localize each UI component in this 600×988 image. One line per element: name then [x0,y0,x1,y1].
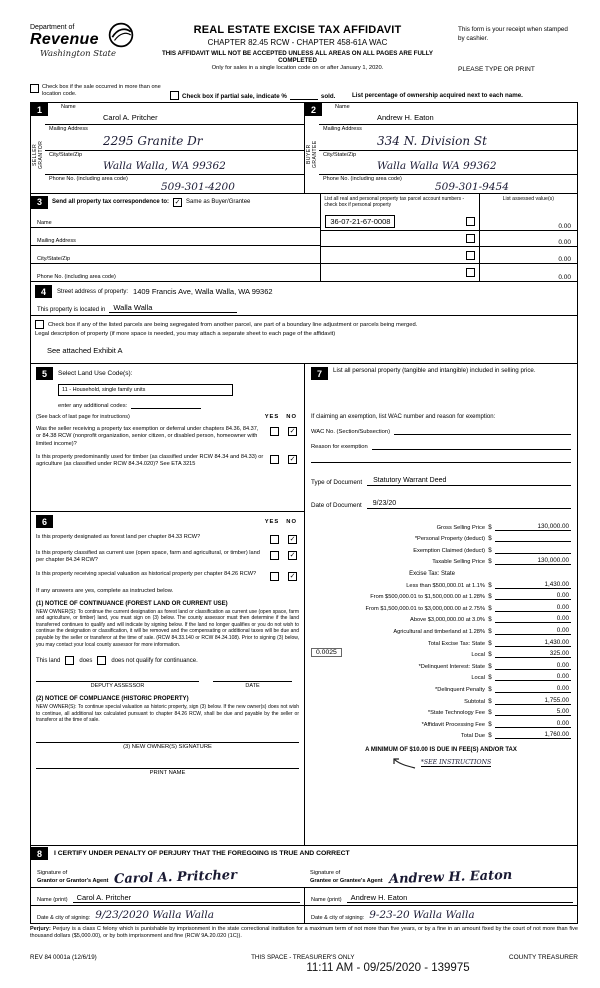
multi-location-label: Check box if the sale occurred in more than one location code. [42,84,161,98]
scan-timestamp: 11:11 AM - 09/25/2020 - 139975 [306,962,470,974]
type-of-document-label: Type of Document [311,479,363,486]
dollar-sign: $ [488,697,492,705]
buyer-city-value[interactable]: Walla Walla WA 99362 [377,160,497,172]
grantor-signature[interactable]: Carol A. Pritcher [114,867,238,888]
land-use-code-field[interactable] [58,384,233,396]
tax-computation-table [311,519,571,739]
partial-sale-checkbox[interactable] [170,91,179,100]
street-address-label: Street address of property: [57,288,129,295]
s6-question-3 [36,571,299,581]
buyer-phone-label: Phone No. (including area code) [323,176,402,182]
department-of-label: Department of [30,24,75,31]
local-tax-value[interactable]: 325.00 [495,650,571,658]
parties-row [30,102,578,194]
parcel-number-value[interactable]: 36-07-21-67-0008 [325,215,395,228]
additional-codes-label: enter any additional codes: [58,403,128,409]
minimum-due-note: A MINIMUM OF $10.00 IS DUE IN FEE(S) AND/OR TAX [365,747,517,754]
s6-no-header: NO [286,518,297,525]
form-only-note: Only for sales in a single location code on or after January 1, 2020. [211,65,384,71]
seller-city-label: City/State/Zip [49,152,83,158]
print-name-line[interactable]: PRINT NAME [36,768,299,776]
subtotal-value[interactable]: 1,755.00 [495,697,571,705]
money-row-agricultural: Agricultural and timberland at 1.28% $ 0.00 [393,626,569,635]
grantor-name-print-value[interactable]: Carol A. Pritcher [73,893,300,903]
delinquent-interest-state-value[interactable]: 0.00 [495,662,571,670]
money-row-personal: *Personal Property (deduct) $ [311,531,571,543]
seller-city-value[interactable]: Walla Walla, WA 99362 [103,160,226,172]
parcel-4-personal-checkbox[interactable] [466,268,475,277]
gross-selling-price-value[interactable]: 130,000.00 [495,523,571,531]
multi-location-checkbox[interactable] [30,84,39,93]
s6-q1-no-checkbox[interactable]: ✓ [289,536,296,543]
s5-question-1 [36,426,299,448]
s6-q2-no-checkbox[interactable]: ✓ [289,552,296,559]
section-7-tax-computation [304,364,577,845]
buyer-mailing-row [319,125,577,151]
dollar-sign: $ [488,523,492,531]
washington-state-label: Washington State [40,49,116,59]
s6-q3-no-checkbox[interactable]: ✓ [289,572,296,580]
reason-continuation-field[interactable] [311,452,571,463]
section-3-row [30,194,578,282]
seller-phone-row [45,175,304,195]
grantee-signature-block [304,861,577,887]
s6-q3-text: Is this property receiving special valuation as historical property per chapter 84.26 RCW? [36,570,257,577]
bracket-2-value[interactable]: 0.00 [495,592,571,600]
money-row-gross: Gross Selling Price $ 130,000.00 [436,522,569,531]
s5-q2-no-checkbox[interactable]: ✓ [289,455,296,463]
notice-compliance-title: (2) NOTICE OF COMPLIANCE (HISTORIC PROPERTY) [36,696,189,703]
s6-q2-text: Is this property classified as current use (open space, farm and agricultural, or timber) land per chapter 84.34 RCW? [36,550,260,564]
s6-question-2 [36,550,299,565]
correspondence-mailing-label: Mailing Address [37,238,76,244]
date-of-document-label: Date of Document [311,502,362,509]
money-row-bracket-4: Above $3,000,000.00 at 3.0% $ 0.00 [410,615,569,624]
bracket-4-value[interactable]: 0.00 [495,615,571,623]
section-5-land-use [31,364,304,512]
legal-description-value[interactable]: See attached Exhibit A [47,346,123,355]
grantee-name-print-label: Name (print) [311,897,342,903]
certify-statement: I CERTIFY UNDER PENALTY OF PERJURY THAT THE FOREGOING IS TRUE AND CORRECT [54,850,350,857]
dollar-sign: $ [488,616,492,624]
located-in-label: This property is located in [37,307,106,313]
s6-q1-text: Is this property designated as forest land per chapter 84.33 RCW? [36,534,201,540]
segregated-checkbox[interactable] [35,320,44,329]
section-6-badge: 6 [36,515,53,528]
assessed-values-header: List assessed value(s) [502,196,554,202]
s5-q2-yes-checkbox[interactable] [270,455,279,464]
multi-location-row [30,84,180,99]
dollar-sign: $ [488,674,492,682]
treasurer-space-label: THIS SPACE - TREASURER'S ONLY [251,954,355,961]
date-of-document-value[interactable]: 9/23/20 [367,500,571,509]
type-of-document-value[interactable]: Statutory Warrant Deed [367,477,571,486]
grantee-signature[interactable]: Andrew H. Eaton [388,867,513,888]
wac-number-field[interactable] [394,426,571,435]
dollar-sign: $ [488,535,492,543]
seller-phone-label: Phone No. (including area code) [49,176,128,182]
s5-question-2 [36,454,299,469]
does-not-label: does not qualify for continuance. [111,657,198,664]
seller-name-label: Name [61,104,76,110]
buyer-city-label: City/State/Zip [323,152,357,158]
section-3-badge: 3 [31,196,48,209]
money-row-taxable: Taxable Selling Price $ 130,000.00 [432,557,569,566]
dollar-sign: $ [488,581,492,589]
form-warning: THIS AFFIDAVIT WILL NOT BE ACCEPTED UNLESS ALL AREAS ON ALL PAGES ARE FULLY COMPLETED [161,50,434,64]
parcel-row-3 [321,247,478,264]
please-type-or-print-label: PLEASE TYPE OR PRINT [458,66,535,73]
grantor-date-city-label: Date & city of signing: [37,915,91,921]
buyer-city-row [319,151,577,175]
technology-fee-value[interactable]: 5.00 [495,708,571,716]
money-row-delinquent-penalty: *Delinquent Penalty $ 0.00 [435,684,569,693]
exemption-claimed-value[interactable] [495,553,571,554]
money-row-total-due: Total Due $ 1,760.00 [460,731,569,740]
perjury-title: Perjury: [30,926,51,932]
segregated-label: Check box if any of the listed parcels are being segregated from another parcel, are part of a boundary line adjustment or parcels being merged. [48,321,418,328]
correspondence-city-label: City/State/Zip [37,256,71,262]
county-treasurer-label: COUNTY TREASURER [508,954,578,961]
left-column [31,364,304,845]
delinquent-penalty-value[interactable]: 0.00 [495,685,571,693]
s6-yes-header: YES [264,518,280,525]
s5-q1-yes-checkbox[interactable] [270,427,279,436]
s5-q2-text: Is this property predominantly used for timber (as classified under RCW 84.34 and 84.33) or agriculture (as classified under RCW 84.34.020)? See ETA 3215 [36,453,264,468]
grantor-name-print-cell [31,888,304,905]
grantor-agent-label: Grantor or Grantor's Agent [37,877,109,884]
buyer-mailing-value[interactable]: 334 N. Division St [377,134,487,148]
exemption-note: If claiming an exemption, list WAC number and reason for exemption: [311,414,496,420]
s6-q2-yes-checkbox[interactable] [270,551,279,560]
buyer-mailing-label: Mailing Address [323,126,362,132]
grantor-signature-of-label: Signature of [37,870,68,877]
dollar-sign: $ [488,627,492,635]
money-row-bracket-1: Less than $500,000.01 at 1.1% $ 1,430.00 [406,580,569,589]
processing-fee-value[interactable]: 0.00 [495,720,571,728]
seller-name-row [45,103,304,125]
grantor-date-city-value[interactable]: 9/23/2020 Walla Walla [95,909,214,921]
dor-logo [30,24,150,59]
deputy-date-line[interactable]: DATE [213,681,292,689]
parcel-numbers-column [320,194,478,281]
receipt-note: This form is your receipt when stamped by cashier. [458,26,568,42]
section-2-badge: 2 [305,103,322,116]
s6-q1-yes-checkbox[interactable] [270,535,279,544]
see-instructions-note: *SEE INSTRUCTIONS [420,759,492,767]
does-label: does [79,657,93,664]
section-4-row [30,282,578,364]
s6-question-1 [36,534,299,544]
correspondence-name-label: Name [37,220,52,226]
bracket-1-value[interactable]: 1,430.00 [495,581,571,589]
assessed-value-3[interactable]: 0.00 [480,247,577,264]
correspondence-name-field[interactable] [31,210,320,228]
correspondence-city-field[interactable] [31,246,320,264]
personal-property-title: List all personal property (tangible and intangible) included in selling price. [333,367,536,374]
dollar-sign: $ [488,685,492,693]
does-qualify-checkbox[interactable] [65,656,74,665]
assessed-value-1[interactable]: 0.00 [480,214,577,231]
reason-exemption-field[interactable] [372,441,571,450]
notice-continuance-title: (1) NOTICE OF CONTINUANCE (FOREST LAND OR CURRENT USE) [36,600,228,607]
s5-q1-text: Was the seller receiving a property tax exemption or deferral under chapters 84.36, 84.37, or 84.38 RCW (nonprofit organization, senior citizen, or disabled person, homeowner with limited income)? [36,426,259,447]
money-row-technology-fee: *State Technology Fee $ 5.00 [427,708,569,717]
section-7-badge: 7 [311,367,328,380]
dollar-sign: $ [488,546,492,554]
correspondence-phone-field[interactable] [31,264,320,282]
s6-q3-yes-checkbox[interactable] [270,572,279,581]
middle-columns-row [30,364,578,846]
dollar-sign: $ [488,604,492,612]
form-header [145,24,450,71]
correspondence-mailing-field[interactable] [31,228,320,246]
section-1-badge: 1 [31,103,48,116]
see-back-note: (See back of last page for instructions) [36,414,130,420]
parcel-row-1 [321,214,478,231]
money-row-bracket-3: From $1,500,000.01 to $3,000,000.00 at 2.75% $ 0.00 [365,603,569,612]
street-address-value[interactable]: 1409 Francis Ave, Walla Walla, WA 99362 [133,287,273,296]
s5-q1-no-checkbox[interactable]: ✓ [289,428,296,435]
personal-property-deduct-value[interactable] [495,541,571,542]
parcel-row-2 [321,231,478,248]
section-4-badge: 4 [35,285,52,298]
notice-continuance-text: NEW OWNER(S): To continue the current designation as forest land or classification as current use (open space, farm and agriculture, or timber) land, you must sign on (3) below. The county assessor must then determine if the land transferred continues to qualify and will indicate by signing below. If the land no longer qualifies or you do not wish to continue the designation or classification, it will be removed and the compensating or additional taxes will be due and payable by the seller or transferor at the time of sale. (RCW 84.33.140 or RCW 84.34.108). Prior to signing (3) below, you may contact your local county assessor for more information. [36,608,299,648]
grantee-name-print-cell [304,888,577,905]
grantee-signature-of-label: Signature of [310,870,341,877]
reason-exemption-label: Reason for exemption [311,444,368,450]
assessed-value-2[interactable]: 0.00 [480,231,577,248]
delinquent-interest-local-value[interactable]: 0.00 [495,673,571,681]
taxable-selling-price-value[interactable]: 130,000.00 [495,557,571,565]
land-use-code-value: 11 - Household, single family units [62,387,146,393]
parcel-1-personal-checkbox[interactable] [466,217,475,226]
excise-tax-state-header: Excise Tax: State [409,570,455,577]
sold-label: sold. [320,93,336,100]
seller-name-value[interactable]: Carol A. Pritcher [103,113,158,122]
agricultural-value[interactable]: 0.00 [495,627,571,635]
dollar-sign: $ [488,662,492,670]
located-in-value[interactable]: Walla Walla [109,303,237,313]
dollar-sign: $ [488,732,492,740]
buyer-name-row [319,103,577,125]
buyer-grantee-vertical-label: BUYER GRANTEE [306,140,318,169]
form-chapter: CHAPTER 82.45 RCW - CHAPTER 458-61A WAC [207,38,388,47]
additional-codes-field[interactable] [131,401,201,409]
dollar-sign: $ [488,720,492,728]
perjury-statement [30,926,578,941]
parcel-3-personal-checkbox[interactable] [466,251,475,260]
section-8-badge: 8 [31,847,48,860]
perjury-text: Perjury is a class C felony which is punishable by imprisonment in the state correctional institution for a maximum term of not more than five years, or by a fine in an amount fixed by the court of not more than five thousand dollars ($5,000.00), or by both imprisonment and fine (RCW 9A.20.020 (1C)). [30,926,578,940]
seller-mailing-value[interactable]: 2295 Granite Dr [103,134,203,148]
dollar-sign: $ [488,639,492,647]
grantor-date-city-cell [31,906,304,923]
dollar-sign: $ [488,651,492,659]
grantee-name-print-value[interactable]: Andrew H. Eaton [347,893,573,903]
ownership-note: List percentage of ownership acquired next to each name. [352,92,523,99]
grantee-date-city-label: Date & city of signing: [311,915,365,921]
grantor-name-print-label: Name (print) [37,897,68,903]
send-correspondence-label: Send all property tax correspondence to: [52,199,170,205]
buyer-name-value[interactable]: Andrew H. Eaton [377,113,434,122]
section-6-classification [31,512,304,845]
buyer-name-label: Name [335,104,350,110]
new-owner-signature-line[interactable]: (3) NEW OWNER(S) SIGNATURE [36,742,299,750]
excise-tax-state-header-row [311,565,571,577]
bracket-3-value[interactable]: 0.00 [495,604,571,612]
legal-description-label: Legal description of property (if more space is needed, you may attach a separate sheet to each page of the affidavit) [35,331,336,337]
grantee-date-city-value[interactable]: 9-23-20 Walla Walla [369,909,475,921]
money-row-exemption: Exemption Claimed (deduct) $ [311,542,571,554]
assessed-values-column [479,194,577,281]
land-qualify-row [36,656,299,665]
buyer-grantee-section [304,103,577,193]
total-due-value[interactable]: 1,760.00 [495,731,571,739]
tax-correspondence-column [31,194,320,281]
money-row-subtotal: Subtotal $ 1,755.00 [464,696,569,705]
grantor-signature-block [31,861,304,887]
dollar-sign: $ [488,593,492,601]
partial-sale-row [170,91,335,100]
wac-number-label: WAC No. (Section/Subsection) [311,429,391,435]
money-row-delinquent-interest-local: Local $ 0.00 [471,673,569,682]
seller-grantor-vertical-label: SELLER GRANTOR [32,140,44,169]
buyer-phone-row [319,175,577,195]
correspondence-phone-label: Phone No. (including area code) [37,274,116,280]
form-revision-number: REV 84 0001a (12/6/19) [30,954,97,961]
if-yes-note: If any answers are yes, complete as instructed below. [36,587,174,594]
grantee-date-city-cell [304,906,577,923]
dollar-sign: $ [488,709,492,717]
dor-seal-icon [108,22,134,48]
money-row-total-excise-state: Total Excise Tax: State $ 1,430.00 [427,638,569,647]
land-use-title: Select Land Use Code(s): [58,370,133,377]
assessed-value-4[interactable]: 0.00 [558,273,571,281]
same-as-buyer-label: Same as Buyer/Grantee [186,199,251,205]
yes-column-header: YES [264,414,280,420]
no-column-header: NO [286,414,297,420]
money-row-bracket-2: From $500,000.01 to $1,500,000.00 at 1.28% $ 0.00 [370,592,569,601]
seller-grantor-section [31,103,304,193]
money-row-delinquent-interest-state: *Delinquent Interest: State $ 0.00 [418,661,569,670]
notice-compliance-text: NEW OWNER(S): To continue special valuation as historic property, sign (3) below. If the new owner(s) does not wish to continue, all additional tax calculated pursuant to chapter 84.26 RCW, shall be due and payable by the seller or transferor at the time of sale. [36,704,299,724]
local-rate-field[interactable]: 0.0025 [311,648,342,657]
parcel-header-label: List all real and personal property tax parcel account numbers - check box if personal property [324,196,465,209]
does-not-qualify-checkbox[interactable] [97,656,106,665]
seller-city-row [45,151,304,175]
deputy-assessor-signature-line[interactable]: DEPUTY ASSESSOR [36,681,199,689]
same-as-buyer-checkbox[interactable]: ✓ [174,198,181,206]
seller-mailing-row [45,125,304,151]
total-excise-state-value[interactable]: 1,430.00 [495,639,571,647]
grantee-agent-label: Grantee or Grantee's Agent [310,877,383,884]
seller-phone-value[interactable]: 509-301-4200 [155,181,241,194]
section-8-certification [30,846,578,924]
money-row-local: 0.0025 Local $ 325.00 [311,647,571,659]
buyer-phone-value[interactable]: 509-301-9454 [429,181,515,194]
partial-sale-label: Check box if partial sale, indicate % [182,93,287,100]
money-row-processing-fee: *Affidavit Processing Fee $ 0.00 [421,719,569,728]
seller-mailing-label: Mailing Address [49,126,88,132]
form-title: REAL ESTATE EXCISE TAX AFFIDAVIT [193,24,402,36]
hand-drawn-arrow-icon [391,756,417,770]
partial-sale-percent-field[interactable] [290,93,318,100]
section-5-badge: 5 [36,367,53,380]
parcel-2-personal-checkbox[interactable] [466,234,475,243]
revenue-logotype: Revenue [30,31,99,48]
this-land-label: This land [36,657,61,664]
dollar-sign: $ [488,558,492,566]
parcel-row-4 [321,264,478,281]
